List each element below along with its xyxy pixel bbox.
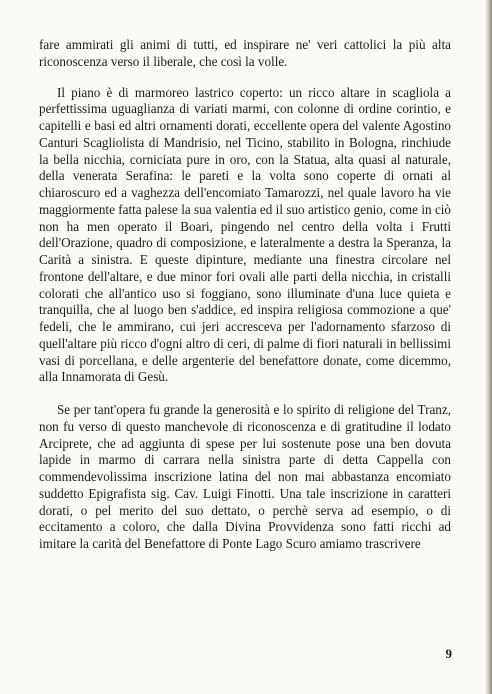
body-text (39, 37, 451, 553)
paragraph-continuation: fare ammirati gli animi di tutti, ed inspirare ne' veri cattolici la più alta riconoscenza verso il liberale, che così la volle. (39, 37, 451, 69)
paragraph-inscription: Se per tant'opera fu grande la generosità e lo spirito di religione del Tranz, non fu verso di questo manchevole di riconoscenza e di gratitudine il lodato Arciprete, che ad aggiunta di spese per lui sostenute pose una ben dovuta lapide in marmo di carrara nella sinistra parte di detta Cappella con commendevolissima inscrizione latina del non mai abbastanza encomiato suddetto Epigrafista sig. Cav. Luigi Finotti. Una tale inscrizione in caratteri dorati, o pel merito del suo dettato, o perchè serva ad esempio, o di eccitamento a coloro, che dalla Divina Provvidenza sono fatti ricchi ad imitare la carità del Benefattore di Ponte Lago Scuro amiamo trascrivere (39, 402, 451, 551)
page-edge-shadow (485, 0, 492, 694)
page-number: 9 (445, 646, 452, 661)
paragraph-altar-description: Il piano è di marmoreo lastrico coperto: un ricco altare in scagliola a perfettissima uguaglianza di variati marmi, con colonne di ordine corintio, e capitelli e basi ed altri ornamenti dorati, eccellente opera del valente Agostino Canturi Scagliolista di Mandrisio, nel Ticino, stabilito in Bologna, rinchiude la bella nicchia, corniciata pure in oro, con la Statua, alta quasi al naturale, della venerata Serafina: le pareti e la volta sono coperte di ornati al chiaroscuro ed a vaghezza dell'encomiato Tamarozzi, nel quale lavoro ha vie maggiormente fatta palese la sua valentia ed il suo artistico genio, come in ciò non ha men operato il Boari, pingendo nel centro della volta i Frutti dell'Orazione, quadro di composizione, e lateralmente a destra la Speranza, la Carità a sinistra. E queste dipinture, mediante una finestra circolare nel frontone dell'altare, e due minor fori ovali alle parti della nicchia, in cristalli colorati che all'antico uso si foggiano, sono illuminate d'una luce quieta e tranquilla, che al luogo ben s'addice, ed inspira religiosa commozione a que' fedeli, che le ammirano, cui jeri accresceva per l'adornamento sfarzoso di quell'altare più ricco d'ogni altro di ceri, di palme di fiori naturali in bellissimi vasi di porcellana, e delle argenterie del benefattore donate, come dicemmo, alla Innamorata di Gesù. (39, 84, 451, 385)
